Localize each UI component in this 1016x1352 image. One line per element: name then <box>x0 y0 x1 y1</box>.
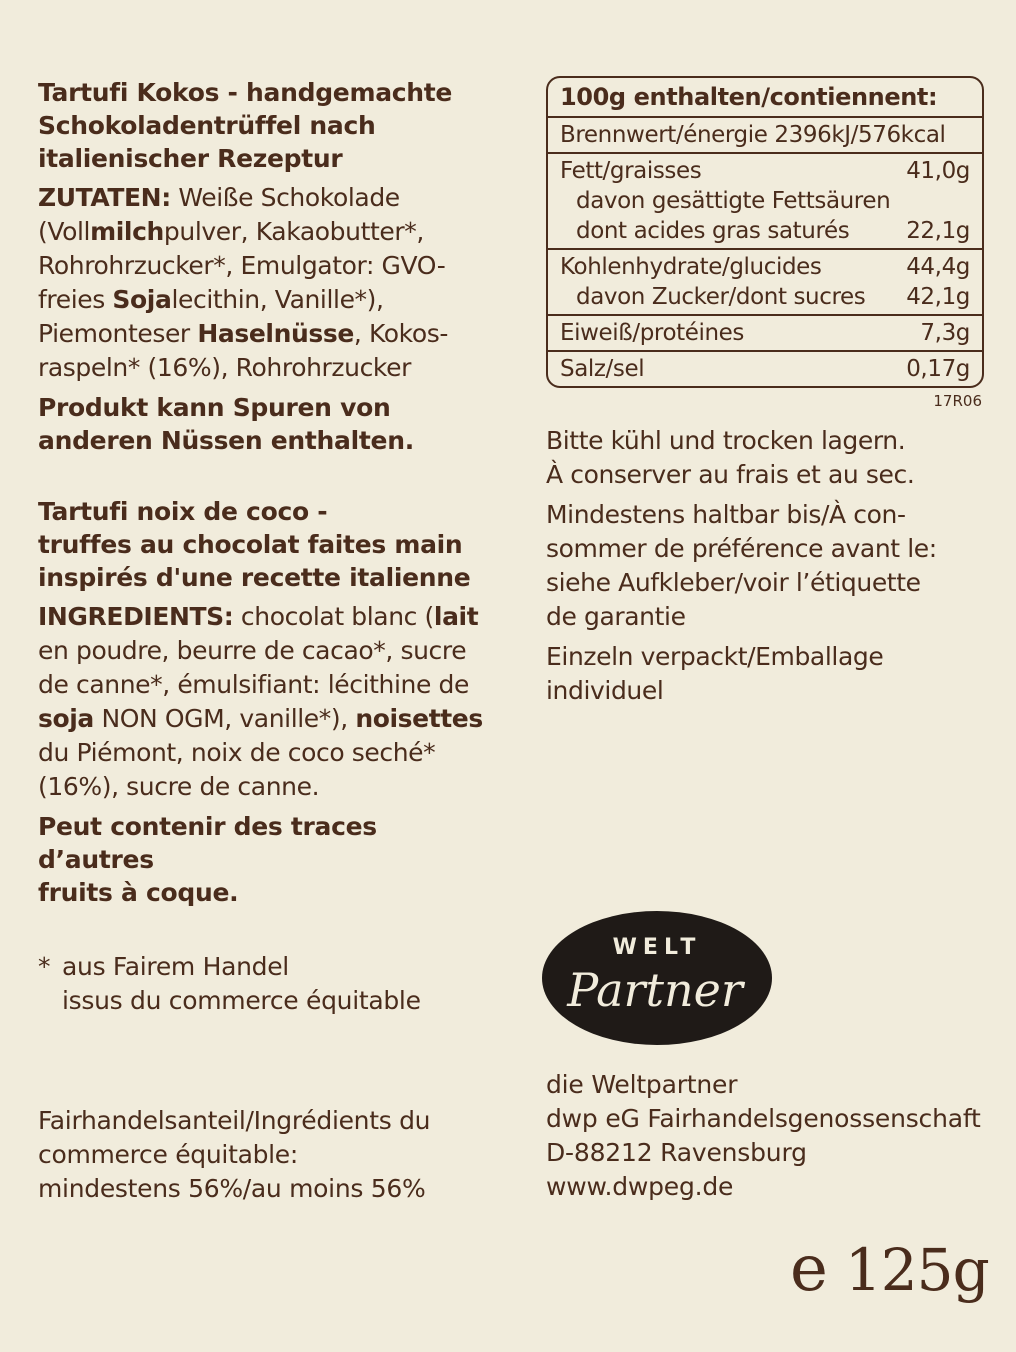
fr-ingredients <box>38 600 488 804</box>
fairtrade-line: commerce équitable: <box>38 1140 299 1169</box>
de-ingredients <box>38 181 488 385</box>
storage-line: À conserver au frais et au sec. <box>546 460 915 489</box>
de-title-line: Tartufi Kokos - handgemachte <box>38 78 453 107</box>
allergen-line: Peut contenir des traces d’autres <box>38 812 377 874</box>
nutrition-carb-section <box>548 250 982 316</box>
best-before-line: Mindestens haltbar bis/À con- <box>546 500 906 529</box>
footnote <box>38 950 421 1018</box>
allergen-text: Haselnüsse <box>197 319 354 348</box>
right-column <box>546 76 986 708</box>
de-title-line: Schokoladentrüffel nach <box>38 111 376 140</box>
de-ingredients-label: ZUTATEN: <box>38 183 171 212</box>
allergen-line: Produkt kann Spuren von <box>38 393 391 422</box>
de-title-line: italienischer Rezeptur <box>38 144 343 173</box>
fr-ingredients-label: INGREDIENTS: <box>38 602 234 631</box>
saturated-label: davon gesättigte Fettsäuren <box>576 188 891 214</box>
address <box>546 1068 981 1204</box>
ingredient-text: lecithin, Vanille*), Piemonteser <box>38 285 384 348</box>
allergen-line: anderen Nüssen enthalten. <box>38 426 414 455</box>
batch-code: 17R06 <box>933 392 982 410</box>
ingredient-text: en poudre, beurre de cacao*, sucre de canne*, émulsifiant: lécithine de <box>38 636 469 699</box>
packaging-line: individuel <box>546 676 664 705</box>
left-column <box>38 76 488 909</box>
protein-value: 7,3g <box>920 320 970 346</box>
allergen-text: noisettes <box>355 704 483 733</box>
ingredient-text: , Kokos-raspeln* (16%), Rohrohrzucker <box>38 319 448 382</box>
footnote-line: issus du commerce équitable <box>62 986 421 1015</box>
de-allergen-note <box>38 391 488 457</box>
energy-value: Brennwert/énergie 2396kJ/576kcal <box>560 122 946 148</box>
saturated-label: dont acides gras saturés <box>576 218 850 244</box>
weight-value: 125g <box>844 1236 989 1304</box>
nutrition-salt-row <box>548 352 982 386</box>
address-line: D-88212 Ravensburg <box>546 1138 807 1167</box>
storage-note <box>546 424 986 492</box>
weltpartner-logo <box>541 910 773 1046</box>
address-line: dwp eG Fairhandelsgenossenschaft <box>546 1104 981 1133</box>
best-before-line: siehe Aufkleber/voir l’étiquette <box>546 568 921 597</box>
fat-value: 41,0g <box>906 158 970 184</box>
fr-allergen-note <box>38 810 488 909</box>
net-weight <box>790 1234 989 1305</box>
salt-value: 0,17g <box>906 356 970 382</box>
allergen-text: lait <box>433 602 479 631</box>
ingredient-text: Weiße Schokolade (Voll <box>38 183 400 246</box>
storage-line: Bitte kühl und trocken lagern. <box>546 426 906 455</box>
allergen-line: fruits à coque. <box>38 878 239 907</box>
address-line: die Weltpartner <box>546 1070 738 1099</box>
carb-value: 44,4g <box>906 254 970 280</box>
nutrition-table <box>546 76 984 388</box>
fairtrade-line: mindestens 56%/au moins 56% <box>38 1174 426 1203</box>
sugar-value: 42,1g <box>906 284 970 310</box>
logo-top-text: WELT <box>612 935 702 960</box>
logo-bottom-text: Partner <box>567 963 743 1017</box>
packaging-note <box>546 640 986 708</box>
saturated-value: 22,1g <box>906 218 970 244</box>
footnote-line: aus Fairem Handel <box>62 952 289 981</box>
packaging-line: Einzeln verpackt/Emballage <box>546 642 884 671</box>
address-line: www.dwpeg.de <box>546 1172 734 1201</box>
ingredient-text: chocolat blanc ( <box>233 602 434 631</box>
nutrition-energy-row <box>548 118 982 154</box>
ingredient-text: NON OGM, vanille*), <box>93 704 356 733</box>
sugar-label: davon Zucker/dont sucres <box>576 284 866 310</box>
fr-title-line: truffes au chocolat faites main <box>38 530 463 559</box>
fairtrade-line: Fairhandelsanteil/Ingrédients du <box>38 1106 431 1135</box>
best-before-line: de garantie <box>546 602 686 631</box>
best-before-line: sommer de préférence avant le: <box>546 534 937 563</box>
carb-label: Kohlenhydrate/glucides <box>560 254 822 280</box>
allergen-text: milch <box>90 217 164 246</box>
nutrition-protein-row <box>548 316 982 352</box>
allergen-text: Soja <box>112 285 172 314</box>
fat-label: Fett/graisses <box>560 158 702 184</box>
best-before-note <box>546 498 986 634</box>
fr-title-line: Tartufi noix de coco - <box>38 497 328 526</box>
ingredient-text: pulver, Kakaobutter*, Rohrohrzucker*, Emulgator: GVO-freies <box>38 217 446 314</box>
e-mark-icon: e <box>790 1232 827 1306</box>
de-title <box>38 76 488 175</box>
fairtrade-share <box>38 1104 430 1206</box>
fr-title <box>38 495 488 594</box>
allergen-text: soja <box>38 704 94 733</box>
fr-title-line: inspirés d'une recette italienne <box>38 563 471 592</box>
nutrition-header: 100g enthalten/contiennent: <box>548 78 982 118</box>
ingredient-text: du Piémont, noix de coco seché* (16%), sucre de canne. <box>38 738 436 801</box>
nutrition-fat-section <box>548 154 982 250</box>
salt-label: Salz/sel <box>560 356 645 382</box>
footnote-mark: * <box>38 952 51 981</box>
protein-label: Eiweiß/protéines <box>560 320 745 346</box>
